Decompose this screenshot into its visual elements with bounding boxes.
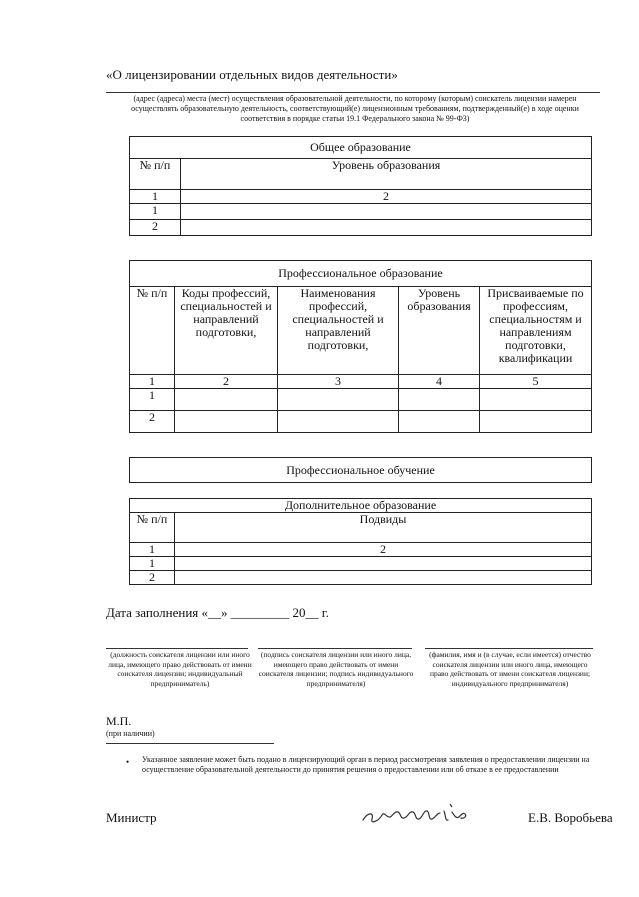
additional-num-cell: 1 (130, 543, 175, 557)
prof-col-codes: Коды профессий, специальностей и направлений подготовки, (175, 287, 278, 375)
general-col-level: Уровень образования (181, 159, 592, 190)
professional-education-table (129, 260, 592, 433)
prof-num-cell: 3 (278, 375, 399, 389)
table-row (130, 411, 592, 433)
prof-col-names: Наименования профессий, специальностей и направлений подготовки, (278, 287, 399, 375)
row-number: 1 (130, 389, 175, 411)
stamp-line (106, 743, 274, 744)
training-title: Профессиональное обучение (130, 458, 592, 483)
bullet-icon: • (126, 757, 130, 767)
general-num-cell: 1 (130, 190, 181, 204)
position-line (106, 648, 248, 649)
additional-education-table (129, 498, 592, 585)
general-education-table (129, 136, 592, 236)
professional-title: Профессиональное образование (130, 261, 592, 287)
prof-num-cell: 5 (480, 375, 592, 389)
handwritten-signature-icon (360, 800, 475, 830)
minister-title: Министр (106, 810, 157, 825)
address-line (106, 92, 600, 93)
fullname-caption: (фамилия, имя и (в случае, если имеется) отчество соискателя лицензии или иного лица, имеющего право действовать от имени соискателя лицензии; индивидуального предпринимателя) (429, 650, 591, 688)
table-row (130, 204, 592, 220)
table-row (130, 389, 592, 411)
additional-col-num: № п/п (130, 513, 175, 543)
prof-col-qualification: Присваиваемые по профессиям, специальностям и направлениям подготовки, квалификации (480, 287, 592, 375)
signature-caption: (подпись соискателя лицензии или иного лица, имеющего право действовать от имени соискателя лицензии; подпись индивидуального предпринимателя) (258, 650, 414, 688)
stamp-note: (при наличии) (106, 729, 155, 738)
general-col-num: № п/п (130, 159, 181, 190)
prof-col-level: Уровень образования (399, 287, 480, 375)
minister-name: Е.В. Воробьева (528, 810, 613, 825)
date-filled-line: Дата заполнения «__» _________ 20__ г. (106, 605, 329, 620)
table-row (130, 220, 592, 236)
table-row (130, 571, 592, 585)
row-number: 1 (130, 557, 175, 571)
position-caption: (должность соискателя лицензии или иного лица, имеющего право действовать от имени соискателя лицензии; индивидуальный предприниматель) (108, 650, 252, 688)
row-number: 2 (130, 220, 181, 236)
document-heading: «О лицензировании отдельных видов деятельности» (106, 67, 398, 82)
general-num-cell: 2 (181, 190, 592, 204)
additional-col-sub: Подвиды (175, 513, 592, 543)
prof-num-cell: 2 (175, 375, 278, 389)
footnote-text: Указанное заявление может быть подано в лицензирующий орган в период рассмотрения заявления о предоставлении лицензии на осуществление образовательной деятельности до принятия решения о предоставлении или об отказе в ее предоставлении (142, 755, 590, 774)
prof-num-cell: 1 (130, 375, 175, 389)
prof-num-cell: 4 (399, 375, 480, 389)
table-row (130, 557, 592, 571)
row-number: 1 (130, 204, 181, 220)
stamp-label: М.П. (106, 714, 132, 728)
prof-col-num: № п/п (130, 287, 175, 375)
general-title: Общее образование (130, 137, 592, 159)
additional-num-cell: 2 (175, 543, 592, 557)
row-number: 2 (130, 411, 175, 433)
fullname-line (425, 648, 593, 649)
additional-title: Дополнительное образование (130, 499, 592, 513)
address-note: (адрес (адреса) места (мест) осуществления образовательной деятельности, по которому (которым) соискатель лицензии намерен осуществлять образовательную деятельность, соответствующий(е) лицензионным требованиям, подтвержденный(е) в ходе оценки соответствия в порядке статьи 19.1 Федерального закона № 99-ФЗ) (131, 94, 579, 123)
signature-line (258, 648, 412, 649)
row-number: 2 (130, 571, 175, 585)
professional-training-table (129, 457, 592, 483)
